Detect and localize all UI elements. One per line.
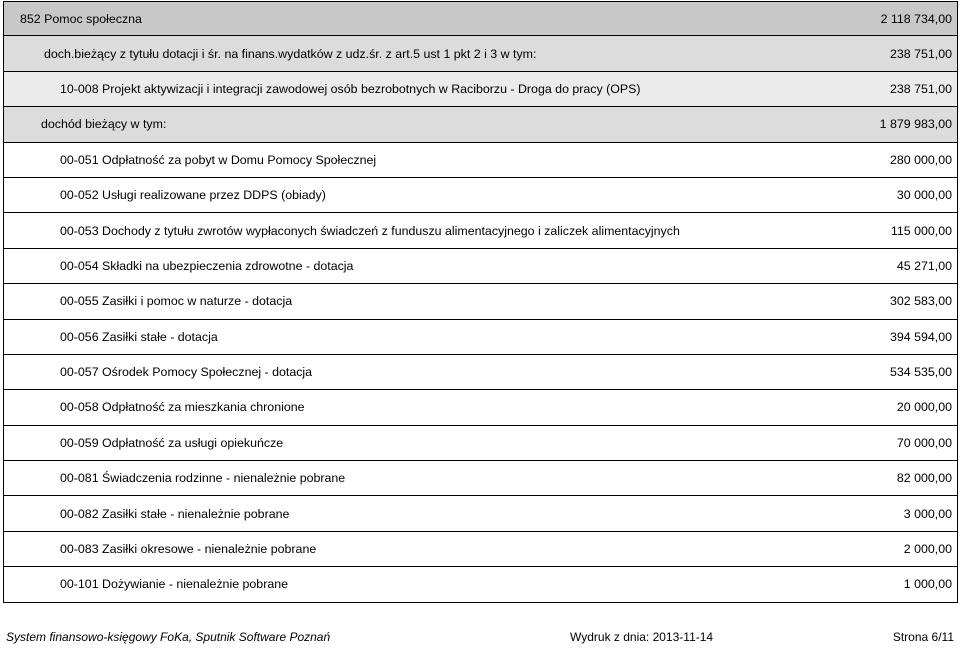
row-label: 00-052 Usługi realizowane przez DDPS (obiady) [60, 188, 326, 203]
row-amount: 238 751,00 [889, 81, 952, 96]
row-amount: 20 000,00 [896, 400, 952, 415]
row-amount: 2 000,00 [903, 542, 952, 557]
item-row [3, 178, 958, 213]
page-footer [6, 630, 954, 646]
subsection-row [3, 36, 958, 71]
row-amount: 45 271,00 [896, 258, 952, 273]
item-row [3, 567, 958, 602]
row-label: 00-081 Świadczenia rodzinne - nienależnie pobrane [60, 471, 346, 486]
row-amount: 2 118 734,00 [880, 11, 952, 26]
row-label: 00-083 Zasiłki okresowe - nienależnie pobrane [60, 542, 317, 557]
budget-report-table [3, 1, 958, 603]
row-label: 852 Pomoc społeczna [20, 11, 142, 26]
row-label: 00-058 Odpłatność za mieszkania chronione [60, 400, 305, 415]
item-row [3, 72, 958, 107]
row-amount: 280 000,00 [889, 152, 952, 167]
item-row [3, 461, 958, 496]
row-label: 00-059 Odpłatność za usługi opiekuńcze [60, 435, 284, 450]
section-row [3, 1, 958, 36]
row-label: 00-055 Zasiłki i pomoc w naturze - dotacja [60, 294, 293, 309]
item-row [3, 496, 958, 531]
row-label: 00-056 Zasiłki stałe - dotacja [60, 329, 218, 344]
row-label: 00-101 Dożywianie - nienależnie pobrane [60, 577, 288, 592]
row-amount: 238 751,00 [889, 46, 952, 61]
page-number: Strona 6/11 [892, 630, 954, 644]
row-label: dochód bieżący w tym: [41, 117, 167, 132]
item-row [3, 284, 958, 319]
row-amount: 3 000,00 [903, 506, 952, 521]
row-label: 00-051 Odpłatność za pobyt w Domu Pomocy Społecznej [60, 152, 377, 167]
item-row [3, 355, 958, 390]
row-label: 00-082 Zasiłki stałe - nienależnie pobrane [60, 506, 290, 521]
row-amount: 534 535,00 [889, 365, 952, 380]
item-row [3, 426, 958, 461]
row-label: 00-053 Dochody z tytułu zwrotów wypłaconych świadczeń z funduszu alimentacyjnego i zaliczek alimentacyjnych [60, 223, 680, 238]
row-label: doch.bieżący z tytułu dotacji i śr. na finans.wydatków z udz.śr. z art.5 ust 1 pkt 2 i 3 w tym: [44, 46, 537, 61]
row-amount: 1 000,00 [903, 577, 952, 592]
row-amount: 394 594,00 [889, 329, 952, 344]
item-row [3, 249, 958, 284]
item-row [3, 532, 958, 567]
item-row [3, 320, 958, 355]
row-amount: 30 000,00 [896, 188, 952, 203]
print-date: Wydruk z dnia: 2013-11-14 [570, 630, 714, 644]
row-label: 00-057 Ośrodek Pomocy Społecznej - dotacja [60, 365, 313, 380]
row-amount: 82 000,00 [896, 471, 952, 486]
item-row [3, 143, 958, 178]
row-amount: 70 000,00 [896, 435, 952, 450]
item-row [3, 390, 958, 425]
system-name: System finansowo-księgowy FoKa, Sputnik Software Poznań [6, 630, 331, 644]
row-amount: 1 879 983,00 [879, 117, 952, 132]
subsection-row [3, 107, 958, 142]
row-label: 00-054 Składki na ubezpieczenia zdrowotne - dotacja [60, 258, 354, 273]
row-label: 10-008 Projekt aktywizacji i integracji zawodowej osób bezrobotnych w Raciborzu - Droga do pracy (OPS) [60, 81, 641, 96]
item-row [3, 213, 958, 248]
row-amount: 302 583,00 [889, 294, 952, 309]
row-amount: 115 000,00 [890, 223, 952, 238]
